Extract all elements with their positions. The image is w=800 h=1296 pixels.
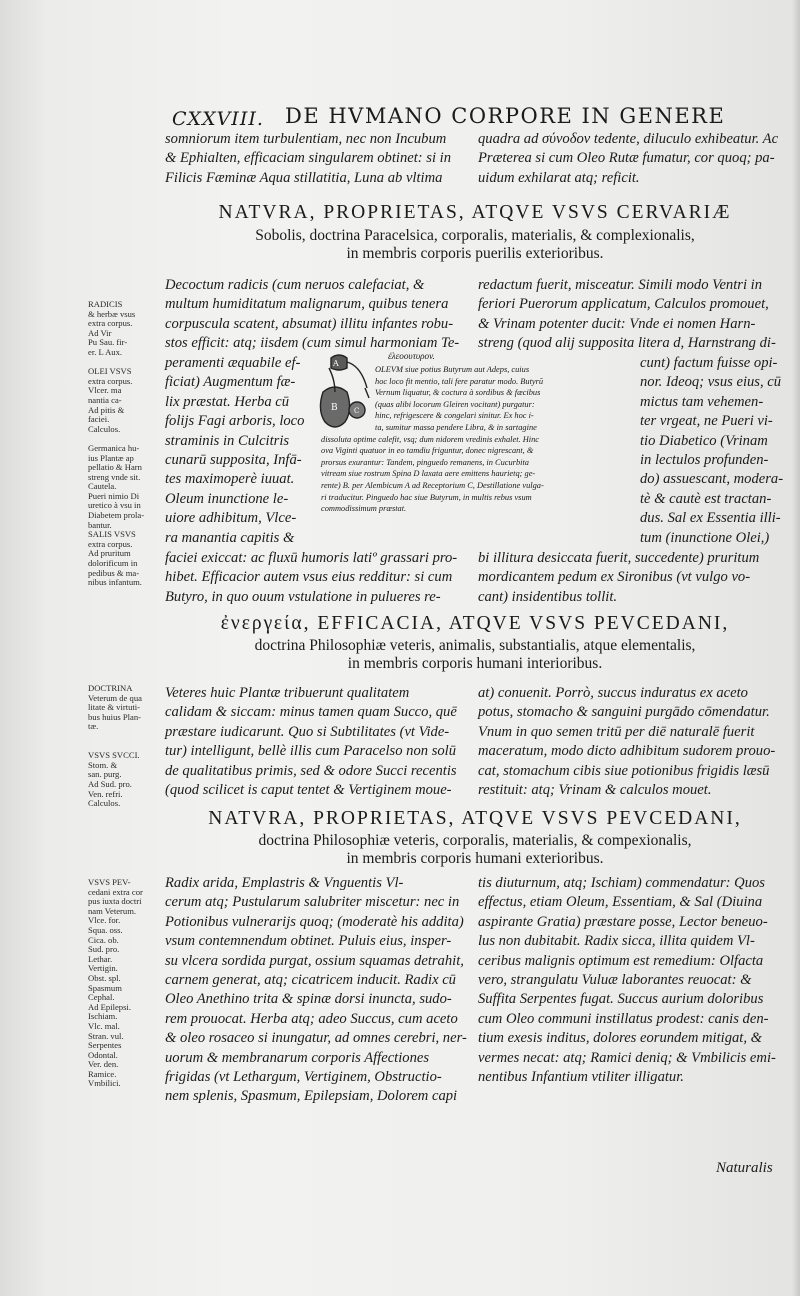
- text-line: mordicantem pedum ex Sironibus (vt vulgo vo-: [478, 569, 751, 586]
- text-line: peramenti æquabile ef-: [165, 355, 301, 371]
- text-line: Lethar.: [88, 953, 113, 964]
- text-line: Vlcer. ma: [88, 385, 122, 396]
- text-line: vsum contemnendum obtinet. Puluis eius, insper-: [165, 933, 452, 950]
- body-left-full-cervariae: [165, 276, 459, 354]
- text-line: Suffita Serpentes fugat. Succus aurium doloribus: [478, 991, 764, 1008]
- text-line: redactum fuerit, misceatur. Simili modo Ventri in: [478, 277, 763, 293]
- text-line: Ischiam.: [88, 1011, 118, 1022]
- text-line: pellatio & Harn: [88, 462, 142, 473]
- text-line: in membris corporis humani exterioribus.: [346, 850, 604, 867]
- text-line: quadra ad σύνοδον tedente, diluculo exhibeatur. Ac: [478, 131, 779, 147]
- text-line: Stom. &: [88, 759, 118, 770]
- text-line: streng vnde sit.: [88, 471, 141, 482]
- text-line: Ad Vir: [88, 327, 112, 338]
- text-line: potus, stomacho & sanguini purgādo cōmendatur.: [478, 704, 770, 721]
- text-line: litate & virtuti-: [88, 702, 141, 713]
- text-line: cunarū supposita, Infā-: [165, 451, 302, 468]
- body-right-tail-cervariae: [478, 549, 759, 607]
- text-line: Butyro, in quo ouum vstulatione in pulueres re-: [165, 588, 441, 605]
- text-line: pedibus & ma-: [88, 567, 140, 578]
- text-line: & Vrinam potenter ducit: Vnde ei nomen Harn-: [478, 315, 756, 332]
- text-line: cerum atq; Pustularum salubriter miscetur: nec in: [165, 894, 460, 911]
- text-line: ra manantia capitis &: [165, 529, 295, 546]
- text-line: Filicis Fæminæ Aqua stillatitia, Luna ab vltima: [165, 169, 443, 186]
- text-line: uidum exhilarat atq; reficit.: [478, 169, 640, 186]
- text-line: VSVS SVCCI.: [88, 750, 140, 761]
- text-line: bi illitura desiccata fuerit, succedente) pruritum: [478, 550, 760, 566]
- text-line: tum (inunctione Olei,): [640, 529, 770, 546]
- text-line: uiore adhibitum, Vlce-: [165, 510, 297, 527]
- text-line: feriori Puerorum applicatum, Calculos promouet,: [478, 296, 769, 313]
- inset-heading: ἐλεοουτυροv.: [388, 351, 435, 361]
- text-line: Pueri nimio Di: [88, 490, 140, 501]
- text-line: Vernum liquatur, & coctura à sordibus & fæcibus: [375, 388, 541, 398]
- text-line: Potionibus vulnerarijs quoq; (moderatè his addita): [165, 913, 464, 930]
- text-line: Radix arida, Emplastris & Vnguentis Vl-: [165, 875, 404, 891]
- text-line: hinc, refrigescere & congelari sinitur. Ex hoc i-: [375, 411, 534, 421]
- text-line: cedani extra cor: [88, 886, 143, 897]
- text-line: SALIS VSVS: [88, 529, 136, 540]
- figure-label-b: B: [331, 403, 338, 413]
- text-line: pus iuxta doctri: [88, 896, 142, 907]
- section-subtitle-peucedani-efficacia: [165, 637, 785, 673]
- text-line: cat, stomachum cibis siue potionibus frigidis læsū: [478, 762, 770, 779]
- text-line: stos efficit: atq; iisdem (cum simul harmoniam Te-: [165, 335, 460, 352]
- text-line: er. L Aux.: [88, 346, 123, 357]
- text-line: aspirante Gratia) præstare posse, Lector beneuo-: [478, 913, 768, 930]
- text-line: rem prouocat. Herba atq; adeo Succus, cum aceto: [165, 1010, 458, 1027]
- text-line: nam Veterum.: [88, 905, 137, 916]
- text-line: cant) insidentibus tollit.: [478, 588, 618, 605]
- text-line: in lectulos profunden-: [640, 451, 769, 468]
- margin-notes-cervariae: [88, 300, 144, 588]
- text-line: Stran. vul.: [88, 1030, 124, 1041]
- text-line: ius Plantæ ap: [88, 452, 134, 463]
- text-line: Ven. refri.: [88, 788, 123, 799]
- text-line: [88, 732, 142, 742]
- text-line: Veteres huic Plantæ tribuerunt qualitatem: [165, 685, 410, 701]
- text-line: Vlce. for.: [88, 915, 121, 926]
- text-line: Vmbilici.: [88, 1078, 121, 1089]
- text-line: Calculos.: [88, 798, 121, 809]
- section-subtitle-peucedani-natura: [165, 832, 785, 868]
- text-line: nor. Ideoq; vsus eius, cū: [640, 374, 782, 391]
- text-line: Oleum inunctione le-: [165, 490, 289, 507]
- text-line: vero, strangulatu Vuluæ laborantes reuocat: &: [478, 971, 752, 988]
- text-line: nentibus Infantium vtiliter illigatur.: [478, 1068, 684, 1085]
- body-right-peucedani-efficacia: [478, 684, 775, 800]
- text-line: faciei.: [88, 414, 110, 425]
- text-line: Decoctum radicis (cum neruos calefaciat, &: [165, 277, 425, 293]
- text-line: bus huius Plan-: [88, 711, 141, 722]
- figure-label-a: A: [333, 359, 339, 368]
- text-line: doctrina Philosophiæ veteris, animalis, substantialis, atque elementalis,: [254, 637, 696, 654]
- text-line: ter vrgeat, ne Pueri vi-: [640, 413, 773, 430]
- text-line: maceratum, modo dicto adhibitum sudorem prouo-: [478, 743, 776, 760]
- text-line: Oleo Anethino trita & spinæ dorsi inuncta, sudo-: [165, 991, 452, 1008]
- text-line: Cautela.: [88, 481, 117, 492]
- text-line: mictus tam vehemen-: [640, 393, 764, 410]
- text-line: Serpentes: [88, 1040, 122, 1051]
- text-line: tes maximoperè iuuat.: [165, 471, 295, 488]
- text-line: ta, sumitur massa pendere Libra, & in sartagine: [375, 422, 537, 432]
- text-line: multum humiditatum malignarum, quibus tenera: [165, 296, 449, 313]
- body-left-peucedani-efficacia: [165, 684, 457, 800]
- text-line: VSVS PEV-: [88, 877, 131, 887]
- text-line: tis diuturnum, atq; Ischiam) commendatur: Quos: [478, 875, 765, 891]
- text-line: præstare iudicarunt. Quo si Subtilitates (vt Vide-: [165, 723, 450, 740]
- text-line: (quod scilicet is caput tentet & Vertiginem moue-: [165, 781, 452, 798]
- text-line: carnem generat, atq; cicatricem inducit. Radix cū: [165, 971, 456, 988]
- text-line: Præterea si cum Oleo Rutæ fumatur, cor quoq; pa-: [478, 150, 775, 167]
- text-line: commodissimum præstat.: [321, 504, 407, 514]
- body-left-tail-cervariae: [165, 549, 457, 607]
- text-line: Sud. pro.: [88, 944, 120, 955]
- text-line: Spasmum: [88, 982, 122, 993]
- text-line: folijs Fagi arboris, loco: [165, 413, 305, 430]
- text-line: lix præstat. Herba cū: [165, 393, 290, 410]
- text-line: OLEI VSVS: [88, 366, 132, 377]
- text-line: Pu Sau. fir-: [88, 337, 128, 348]
- text-line: & Ephialten, efficaciam singularem obtinet: si in: [165, 150, 452, 167]
- text-line: nibus infantum.: [88, 577, 142, 588]
- text-line: Cephal.: [88, 992, 115, 1003]
- text-line: cum Oleo communi instillatus prodest: canis den-: [478, 1010, 769, 1027]
- text-line: ova Viginti quatuor in eo tamdiu friguntur, donec nigrescant, &: [321, 446, 534, 456]
- text-line: Ad Sud. pro.: [88, 778, 132, 789]
- text-line: frigidas (vt Lethargum, Vertiginem, Obstructio-: [165, 1068, 442, 1085]
- text-line: bantur.: [88, 519, 112, 530]
- text-line: effectus, etiam Oleum, Essentiam, & Sal (Diuina: [478, 894, 763, 911]
- text-line: cunt) factum fuisse opi-: [640, 355, 778, 371]
- text-line: tæ.: [88, 721, 99, 732]
- text-line: tio Diabetico (Vrinam: [640, 432, 768, 449]
- text-line: ficiat) Augmentum fæ-: [165, 374, 296, 391]
- text-line: Obst. spl.: [88, 972, 121, 983]
- catchword: Naturalis: [716, 1160, 773, 1176]
- body-right-full-cervariae: [478, 276, 776, 354]
- section-title-cervariae: NATVRA, PROPRIETAS, ATQVE VSVS CERVARIÆ: [218, 202, 732, 223]
- text-line: straminis in Culcitris: [165, 432, 290, 449]
- figure-label-c: C: [354, 407, 360, 415]
- text-line: hoc loco fit mentio, tali fere paratur modo. Butyrū: [375, 376, 544, 386]
- alembic-illustration: [317, 352, 373, 434]
- text-line: Vlc. mal.: [88, 1020, 120, 1031]
- margin-notes-peucedani-efficacia: [88, 684, 142, 809]
- text-line: Vnum in quo semen tritū per diē naturalē fuerit: [478, 723, 755, 740]
- text-line: (quas alibi locorum Gleiren vocitant) purgatur:: [375, 399, 535, 409]
- text-line: ri traducitur. Pinguedo hac siue Butyrum, in multis rebus vsum: [321, 492, 532, 502]
- page-number: CXXVIII.: [172, 108, 264, 130]
- text-line: & herbæ vsus: [88, 308, 136, 319]
- text-line: at) conuenit. Porrò, succus induratus ex aceto: [478, 685, 748, 701]
- text-line: Germanica hu-: [88, 442, 140, 453]
- text-line: corpuscula scatent, absumat) illitu infantes robu-: [165, 315, 454, 332]
- text-line: OLEVM siue potius Butyrum aut Adeps, cuius: [375, 365, 530, 374]
- body-right-narrow-cervariae: [640, 354, 783, 548]
- text-line: Diabetem prola-: [88, 510, 145, 521]
- top-right-text: [478, 130, 778, 188]
- text-line: san. purg.: [88, 769, 122, 780]
- text-line: su vlcera sordida purgat, ossium squamas detrahit,: [165, 952, 464, 969]
- text-line: dolorificum in: [88, 558, 138, 569]
- text-line: uretico à vsu in: [88, 500, 141, 511]
- text-line: & oleo rosaceo si inungatur, ad omnes cerebri, ner-: [165, 1030, 467, 1047]
- body-left-narrow-cervariae: [165, 354, 304, 548]
- text-line: Calculos.: [88, 423, 121, 434]
- text-line: RADICIS: [88, 299, 123, 309]
- margin-notes-peucedani-natura: [88, 878, 143, 1089]
- text-line: Squa. oss.: [88, 924, 123, 935]
- text-line: faciei exiccat: ac fluxū humoris latiº grassari pro-: [165, 550, 458, 566]
- text-line: streng (quod alij supposita litera d, Harnstrang di-: [478, 335, 776, 352]
- text-line: hibet. Efficacior autem vsus eius redditur: si cum: [165, 569, 453, 586]
- text-line: dissoluta optime calefit, vsq; dum nidorem vredinis exhalet. Hinc: [321, 434, 540, 444]
- section-title-peucedani-natura: NATVRA, PROPRIETAS, ATQVE VSVS PEVCEDANI,: [208, 808, 742, 829]
- text-line: Sobolis, doctrina Paracelsica, corporalis, materialis, & complexionalis,: [255, 227, 695, 244]
- text-line: Odontal.: [88, 1049, 118, 1060]
- text-line: Ver. den.: [88, 1059, 119, 1070]
- text-line: vermes necat: atq; Ramici deniq; & Vmbilicis emi-: [478, 1049, 776, 1066]
- text-line: dus. Sal ex Essentia illi-: [640, 510, 781, 527]
- text-line: somniorum item turbulentiam, nec non Incubum: [165, 131, 447, 147]
- text-line: Ramice.: [88, 1068, 117, 1079]
- text-line: nantia ca-: [88, 394, 122, 405]
- text-line: calidam & siccam: minus tamen quam Succo, quē: [165, 704, 457, 721]
- text-line: DOCTRINA: [88, 683, 133, 693]
- text-line: Ad pitis &: [88, 404, 125, 415]
- section-title-peucedani-efficacia: ἐνεργεία, EFFICACIA, ATQVE VSVS PEVCEDANI,: [220, 613, 730, 634]
- text-line: Vertigin.: [88, 963, 118, 974]
- running-head: DE HVMANO CORPORE IN GENERE: [285, 104, 726, 128]
- text-line: uorum & membranarum corporis Affectiones: [165, 1049, 430, 1066]
- text-line: Ad pruritum: [88, 548, 131, 559]
- text-line: Ad Epilepsi.: [88, 1001, 131, 1012]
- text-line: extra corpus.: [88, 375, 133, 386]
- page-edge-shadow: [792, 0, 800, 1296]
- text-line: ceribus malignis optimum est remedium: Olfacta: [478, 952, 764, 969]
- text-line: rente) B. per Alembicum A ad Receptorium C, Destillatione vulga-: [321, 480, 544, 490]
- body-right-peucedani-natura: [478, 874, 776, 1087]
- text-line: in membris corporis humani interioribus.: [347, 655, 603, 672]
- text-line: Cica. ob.: [88, 934, 119, 945]
- text-line: tur) intelligunt, bellè illis cum Paracelso non solū: [165, 743, 457, 760]
- text-line: tè & cautè est tractan-: [640, 490, 772, 507]
- body-left-peucedani-natura: [165, 874, 467, 1107]
- text-line: do) assuescant, modera-: [640, 471, 784, 488]
- text-line: lus non dubitabit. Radix sicca, illita quidem Vl-: [478, 933, 755, 950]
- text-line: extra corpus.: [88, 318, 133, 329]
- text-line: prorsus exurantur: Tandem, pinguedo remanens, in Cucurbita: [321, 457, 529, 467]
- text-line: nem splenis, Spasmum, Epilepsiam, Dolorem capi: [165, 1088, 458, 1105]
- text-line: Veterum de qua: [88, 692, 142, 703]
- text-line: de qualitatibus primis, sed & odore Succi recentis: [165, 762, 457, 779]
- text-line: in membris corporis puerilis exterioribus.: [346, 245, 604, 262]
- text-line: extra corpus.: [88, 538, 133, 549]
- text-line: vitream siue rostrum Spina D laxata aere emittens haurietq; ge-: [321, 469, 536, 479]
- top-left-text: [165, 130, 451, 188]
- inset-recipe-text: [321, 364, 544, 515]
- section-subtitle-cervariae: [165, 227, 785, 263]
- text-line: tium exesis inditus, dolores eorundem mitigat, &: [478, 1030, 763, 1047]
- text-line: doctrina Philosophiæ veteris, corporalis, materialis, & compexionalis,: [258, 832, 692, 849]
- text-line: restituit: atq; Vrinam & calculos mouet.: [478, 781, 712, 798]
